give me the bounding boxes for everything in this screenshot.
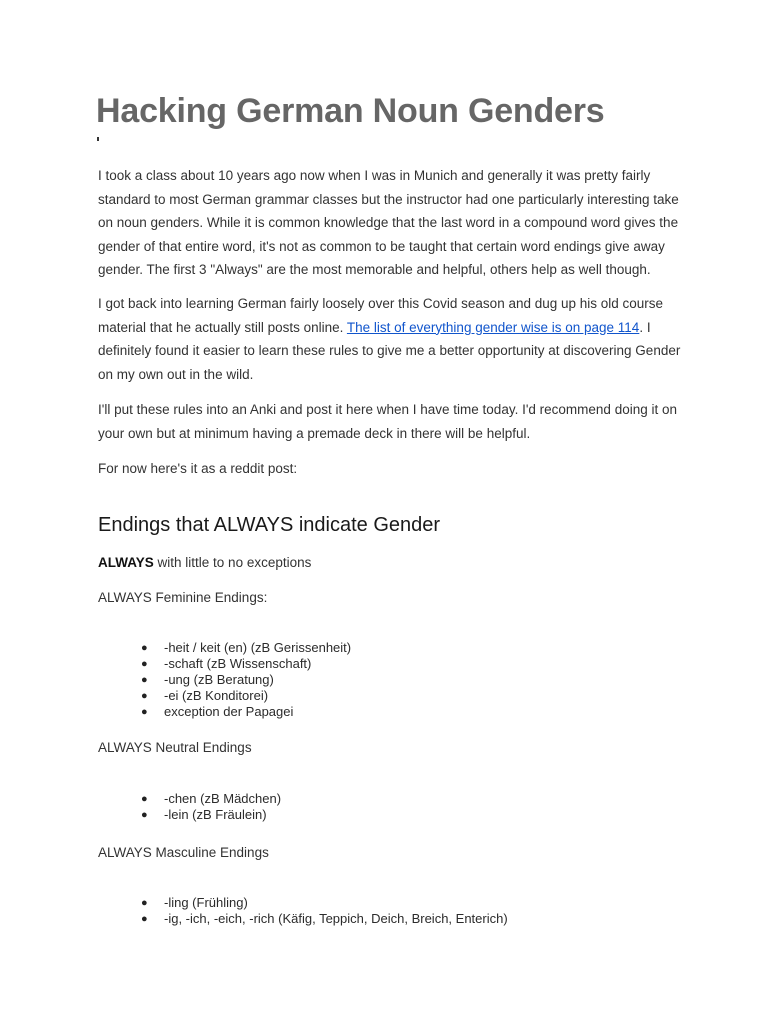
page-114-link[interactable]: The list of everything gender wise is on page 114 [346,319,640,335]
bullet-icon: ● [141,809,148,821]
bullet-icon: ● [141,913,148,925]
list-item: ● -lein (zB Fräulein) [141,807,267,822]
reddit-paragraph: For now here's it as a reddit post: [98,461,298,476]
course-paragraph [98,292,688,386]
page-title: Hacking German Noun Genders [96,92,605,130]
section-heading: Endings that ALWAYS indicate Gender [98,514,441,536]
list-item: ● -ling (Frühling) [141,895,248,910]
feminine-label: ALWAYS Feminine Endings: [98,590,268,605]
bullet-icon: ● [141,690,148,702]
neutral-list [140,791,281,823]
list-item: ● -ei (zB Konditorei) [141,688,269,703]
neutral-label: ALWAYS Neutral Endings [98,740,252,755]
list-item: ● -ig, -ich, -eich, -rich (Käfig, Teppich, Deich, Breich, Enterich) [141,911,508,926]
bullet-icon: ● [141,897,148,909]
anki-paragraph: I'll put these rules into an Anki and post it here when I have time today. I'd recommend doing it on your own but at minimum having a premade deck in there will be helpful. [98,402,677,441]
course-text-start: I got back into learning German fairly loosely over this Covid season and dug up his old course material that he actually still posts online. [98,296,664,335]
list-item: ● -chen (zB Mädchen) [141,791,282,806]
bullet-icon: ● [141,793,148,805]
masculine-label: ALWAYS Masculine Endings [98,845,269,860]
bullet-icon: ● [141,706,148,718]
always-note [98,554,311,572]
feminine-list [140,640,351,720]
list-item: ● -schaft (zB Wissenschaft) [141,656,312,671]
bullet-icon: ● [141,658,148,670]
list-item: ● exception der Papagei [141,704,294,719]
intro-paragraph: I took a class about 10 years ago now when I was in Munich and generally it was pretty fairly standard to most German grammar classes but the instructor had one particularly interesting take on noun genders. While it is common knowledge that the last word in a compound word gives the gender of that entire word, it's not as common to be taught that certain word endings give away gender. The first 3 "Always" are the most memorable and helpful, others help as well though. [98,168,679,277]
list-item: ● -heit / keit (en) (zB Gerissenheit) [141,640,352,655]
always-bold: ALWAYS [98,555,154,570]
always-note-text: with little to no exceptions [153,555,312,570]
cursor-mark [97,137,99,141]
list-item: ● -ung (zB Beratung) [141,672,274,687]
masculine-list [140,895,508,927]
bullet-icon: ● [141,674,148,686]
bullet-icon: ● [141,642,148,654]
course-text-end: . I definitely found it easier to learn these rules to give me a better opportunity at discovering Gender on my own out in the wild. [98,319,681,382]
